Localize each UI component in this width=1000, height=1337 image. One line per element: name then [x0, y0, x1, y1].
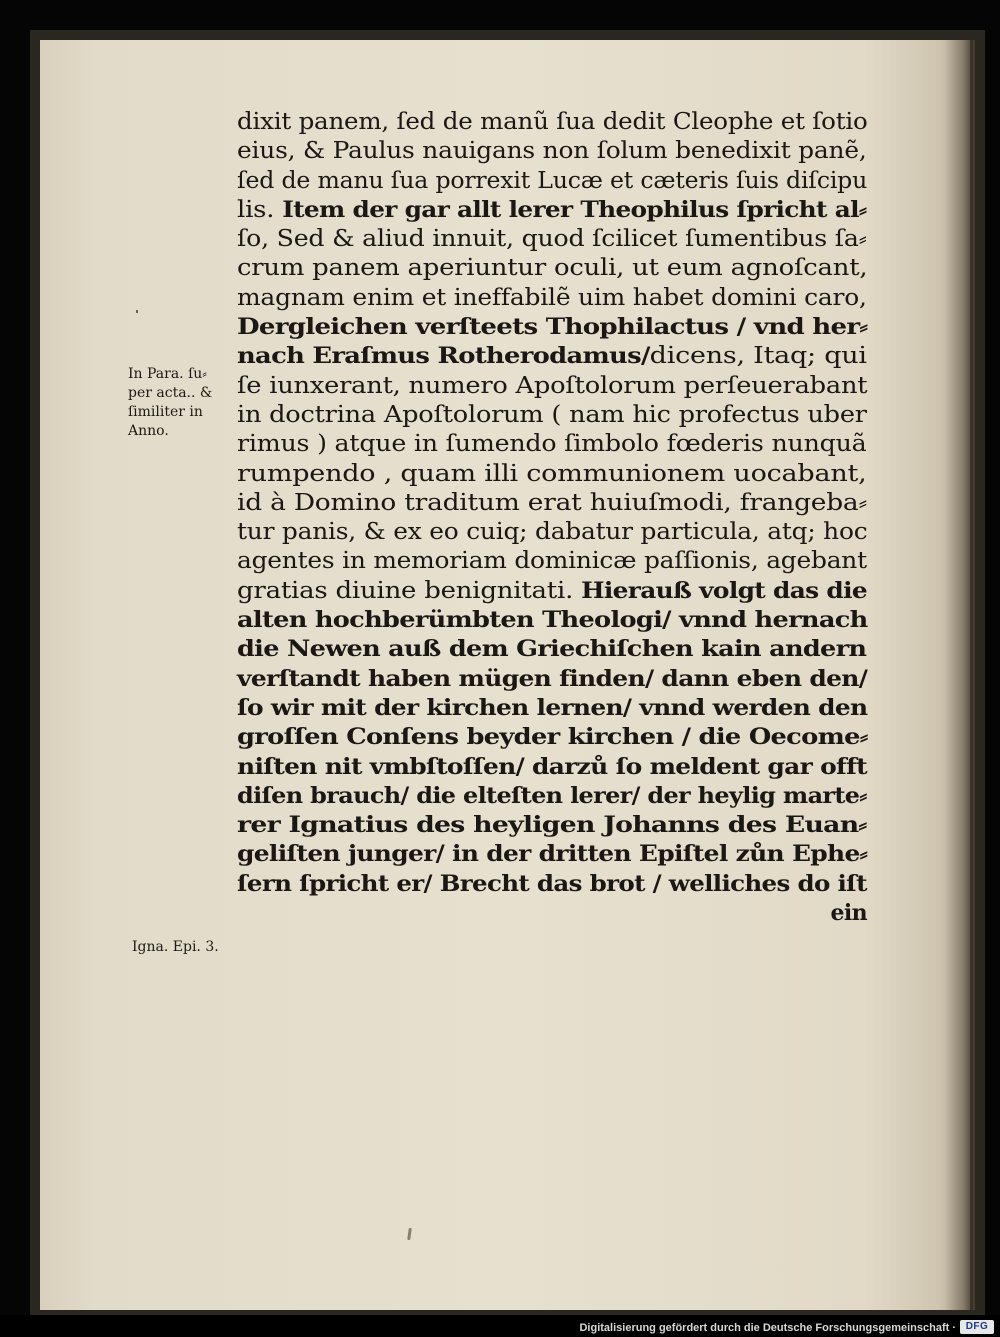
text-line: ſo wir mit der kirchen lernen/ vnnd werden den: [237, 694, 868, 721]
text-line: in doctrina Apoſtolorum ( nam hic profectus uber: [237, 401, 867, 428]
text-line: rimus ) atque in ſumendo ſimbolo fœderis nunquã: [237, 431, 867, 458]
text-line: ſo, Sed & aliud innuit, quod ſcilicet ſumentibus ſa⸗: [237, 226, 867, 253]
text-line: groſſen Conſens beyder kirchen / die Oecome⸗: [237, 724, 868, 751]
text-line: agentes in memoriam dominicæ paſſionis, agebant: [237, 548, 867, 575]
text-segment: nach Eraſmus Rotherodamus/: [237, 343, 650, 370]
text-segment: Hierauß volgt das die: [581, 577, 867, 604]
text-line: ein: [830, 900, 867, 927]
text-line: crum panem aperiuntur oculi, ut eum agnoſcant,: [237, 255, 868, 282]
funding-credit: Digitalisierung gefördert durch die Deutsche Forschungsgemeinschaft ·: [579, 1322, 956, 1334]
text-segment: gratias diuine benignitati.: [237, 577, 582, 604]
text-line: alten hochberümbten Theologi/ vnnd hernach: [237, 607, 868, 634]
text-line: ſed de manu ſua porrexit Lucæ et cæteris ſuis diſcipu: [237, 167, 868, 194]
text-line: ſe iunxerant, numero Apoſtolorum perſeuerabant: [237, 372, 868, 399]
text-line: geliſten junger/ in der dritten Epiſtel zůn Ephe⸗: [237, 841, 868, 868]
marginal-note-2: Igna. Epi. 3.: [132, 939, 219, 955]
footer-bar: [0, 1315, 1000, 1337]
text-line: rumpendo , quam illi communionem uocabant,: [237, 460, 867, 487]
text-line: [237, 196, 947, 225]
text-line: ſern ſpricht er/ Brecht das brot / welliches do iſt: [237, 870, 867, 897]
text-line: diſen brauch/ die elteſten lerer/ der heylig marte⸗: [237, 782, 867, 809]
text-segment: Item der gar allt lerer Theophilus ſpricht al⸗: [282, 196, 867, 223]
text-line: rer Ignatius des heyligen Johanns des Euan⸗: [237, 812, 867, 839]
text-line: eius, & Paulus nauigans non ſolum benedixit panẽ,: [237, 138, 867, 165]
main-text-block: [237, 108, 867, 928]
text-line: verſtandt haben mügen finden/ dann eben den/: [237, 665, 868, 692]
text-line: niſten nit vmbſtoſſen/ darzů ſo meldent gar offt: [237, 753, 867, 780]
text-segment: lis.: [237, 196, 283, 223]
text-line: Dergleichen verſteets Thophilactus / vnd her⸗: [237, 314, 868, 341]
text-line: [237, 577, 948, 606]
text-segment: dicens, Itaq; qui: [649, 343, 867, 370]
text-line: die Newen auß dem Griechiſchen kain andern: [237, 636, 867, 663]
marginal-note-1: In Para. ſu⸗ per acta.. & ſimiliter in Anno.: [128, 366, 213, 439]
text-line: tur panis, & ex eo cuiq; dabatur particula, atq; hoc: [237, 519, 868, 546]
text-line: dixit panem, ſed de manũ ſua dedit Cleophe et ſotio: [237, 109, 868, 135]
page-fold: [970, 40, 973, 1310]
text-line: id à Domino traditum erat huiuſmodi, frangeba⸗: [237, 489, 868, 516]
paper-speck: [136, 310, 138, 313]
text-line: [237, 342, 976, 371]
text-line: magnam enim et ineffabilẽ uim habet domini caro,: [237, 284, 867, 311]
dfg-logo-icon: DFG: [960, 1320, 994, 1334]
